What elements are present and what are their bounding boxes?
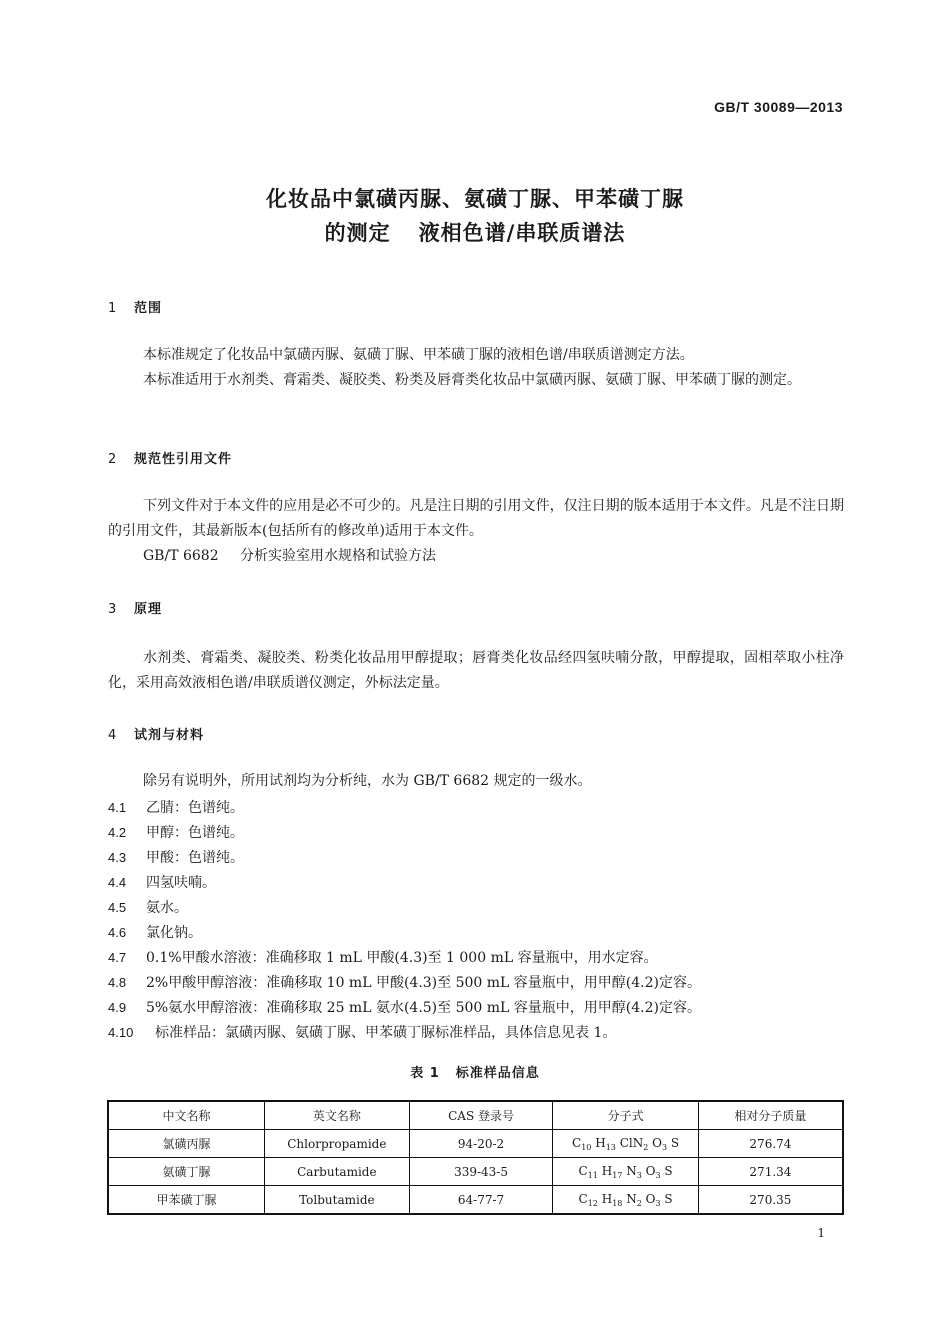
column-header-english-name: 英文名称 — [264, 1101, 409, 1130]
section-2-heading — [108, 448, 232, 467]
document-title-line1: 化妆品中氯磺丙脲、氨磺丁脲、甲苯磺丁脲 — [266, 187, 684, 211]
table-header-row — [108, 1101, 843, 1130]
title-part1: 的测定 — [324, 221, 391, 245]
list-item — [108, 895, 188, 921]
section-1-heading — [108, 297, 162, 316]
cell-chinese-name: 氨磺丁脲 — [108, 1158, 264, 1186]
item-number: 4.5 — [108, 900, 127, 915]
standard-code: GB/T 30089—2013 — [714, 99, 843, 115]
cell-english-name: Chlorpropamide — [264, 1130, 409, 1158]
column-header-cas: CAS 登录号 — [409, 1101, 553, 1130]
item-text: 乙腈：色谱纯。 — [146, 800, 244, 816]
cell-english-name: Tolbutamide — [264, 1186, 409, 1215]
section-1-paragraph-2: 本标准适用于水剂类、膏霜类、凝胶类、粉类及唇膏类化妆品中氯磺丙脲、氨磺丁脲、甲苯磺丁脲的测定。 — [143, 372, 801, 388]
normative-reference — [143, 544, 436, 569]
list-item — [108, 970, 701, 996]
section-title: 原理 — [134, 602, 163, 617]
column-header-chinese-name: 中文名称 — [108, 1101, 264, 1130]
cell-formula: $C_{10}$ $H_{13}$ ClN$_2$ $O_3$ S — [553, 1130, 699, 1158]
item-number: 4.10 — [108, 1025, 134, 1040]
item-number: 4.8 — [108, 975, 127, 990]
item-text: 氨水。 — [146, 900, 188, 916]
table-caption-number: 表 1 — [410, 1066, 440, 1081]
cell-chinese-name: 甲苯磺丁脲 — [108, 1186, 264, 1215]
item-number: 4.3 — [108, 850, 127, 865]
item-number: 4.6 — [108, 925, 127, 940]
cell-cas: 64-77-7 — [409, 1186, 553, 1215]
title-part2: 液相色谱/串联质谱法 — [418, 221, 626, 245]
cell-chinese-name: 氯磺丙脲 — [108, 1130, 264, 1158]
cell-molecular-weight: 276.74 — [698, 1130, 843, 1158]
table-row — [108, 1158, 843, 1186]
table-row — [108, 1186, 843, 1215]
reference-title: 分析实验室用水规格和试验方法 — [240, 548, 436, 564]
section-number: 4 — [108, 728, 118, 743]
item-text: 甲酸：色谱纯。 — [146, 850, 244, 866]
column-header-formula: 分子式 — [553, 1101, 699, 1130]
section-title: 范围 — [134, 301, 163, 316]
document-title-line2 — [0, 217, 950, 247]
list-item — [108, 820, 244, 846]
item-text: 0.1%甲酸水溶液：准确移取 1 mL 甲酸(4.3)至 1 000 mL 容量瓶中，用水定容。 — [146, 950, 658, 966]
item-number: 4.1 — [108, 800, 127, 815]
column-header-molecular-weight: 相对分子质量 — [698, 1101, 843, 1130]
page-number: 1 — [817, 1226, 825, 1240]
section-3-heading — [108, 598, 162, 617]
reference-code: GB/T 6682 — [143, 548, 219, 564]
cell-formula: $C_{11}$ $H_{17}$ $N_3$ $O_3$ S — [553, 1158, 699, 1186]
item-number: 4.2 — [108, 825, 127, 840]
section-title: 试剂与材料 — [134, 728, 205, 743]
table-caption — [0, 1062, 950, 1081]
list-item — [108, 920, 202, 946]
cell-molecular-weight: 270.35 — [698, 1186, 843, 1215]
item-text: 标准样品：氯磺丙脲、氨磺丁脲、甲苯磺丁脲标准样品，具体信息见表 1。 — [155, 1025, 617, 1041]
table-caption-title: 标准样品信息 — [455, 1066, 540, 1081]
list-item — [108, 795, 244, 821]
section-title: 规范性引用文件 — [134, 452, 233, 467]
item-number: 4.9 — [108, 1000, 127, 1015]
cell-cas: 339-43-5 — [409, 1158, 553, 1186]
section-number: 2 — [108, 452, 118, 467]
item-text: 5%氨水甲醇溶液：准确移取 25 mL 氨水(4.5)至 500 mL 容量瓶中，用甲醇(4.2)定容。 — [146, 1000, 701, 1016]
cell-english-name: Carbutamide — [264, 1158, 409, 1186]
section-1-paragraph-1: 本标准规定了化妆品中氯磺丙脲、氨磺丁脲、甲苯磺丁脲的液相色谱/串联质谱测定方法。 — [143, 347, 694, 363]
cell-cas: 94-20-2 — [409, 1130, 553, 1158]
item-text: 甲醇：色谱纯。 — [146, 825, 244, 841]
section-3-paragraph-1: 水剂类、膏霜类、凝胶类、粉类化妆品用甲醇提取；唇膏类化妆品经四氢呋喃分散，甲醇提取，固相萃取小柱净化，采用高效液相色谱/串联质谱仪测定，外标法定量。 — [108, 650, 844, 691]
standard-sample-table — [107, 1100, 844, 1215]
section-4-intro: 除另有说明外，所用试剂均为分析纯，水为 GB/T 6682 规定的一级水。 — [143, 773, 592, 789]
section-number: 3 — [108, 602, 118, 617]
list-item — [108, 995, 701, 1021]
cell-formula: $C_{12}$ $H_{18}$ $N_2$ $O_3$ S — [553, 1186, 699, 1215]
item-number: 4.4 — [108, 875, 127, 890]
item-number: 4.7 — [108, 950, 127, 965]
list-item — [108, 1020, 616, 1046]
item-text: 氯化钠。 — [146, 925, 202, 941]
list-item — [108, 870, 216, 896]
table-row — [108, 1130, 843, 1158]
list-item — [108, 845, 244, 871]
item-text: 2%甲酸甲醇溶液：准确移取 10 mL 甲酸(4.3)至 500 mL 容量瓶中，用甲醇(4.2)定容。 — [146, 975, 701, 991]
list-item — [108, 945, 658, 971]
item-text: 四氢呋喃。 — [146, 875, 216, 891]
cell-molecular-weight: 271.34 — [698, 1158, 843, 1186]
section-2-paragraph-1: 下列文件对于本文件的应用是必不可少的。凡是注日期的引用文件，仅注日期的版本适用于本文件。凡是不注日期的引用文件，其最新版本(包括所有的修改单)适用于本文件。 — [108, 498, 844, 539]
section-number: 1 — [108, 301, 118, 316]
section-4-heading — [108, 724, 204, 743]
